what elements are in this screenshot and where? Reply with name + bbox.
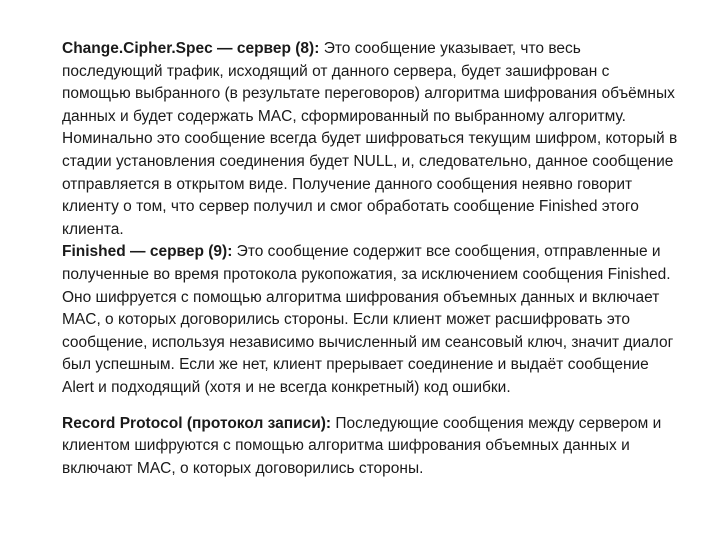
text-record-protocol: Последующие сообщения между сервером и клиентом шифруются с помощью алгоритма шифрования объемных данных и включают MAC, о которых договорились стороны. — [62, 414, 662, 477]
text-change-cipher-spec: Это сообщение указывает, что весь последующий трафик, исходящий от данного сервера, будет зашифрован с помощью выбранного (в результате переговоров) алгоритма шифрования объёмных данных и будет содержать MAC, сформированный по выбранному алгоритму. Номинально это сообщение всегда будет шифроваться текущим шифром, который в стадии установления соединения будет NULL, и, следовательно, данное сообщение отправляется в открытом виде. Получение данного сообщения неявно говорит клиенту о том, что сервер получил и смог обработать сообщение Finished этого клиента. — [62, 40, 678, 238]
paragraph-finished — [62, 241, 680, 399]
term-finished: Finished — сервер (9): — [62, 243, 233, 261]
paragraph-change-cipher-spec — [62, 38, 680, 241]
text-finished: Это сообщение содержит все сообщения, отправленные и полученные во время протокола рукопожатия, за исключением сообщения Finished. Оно шифруется с помощью алгоритма шифрования объемных данных и включает MAC, о которых договорились стороны. Если клиент может расшифровать это сообщение, используя независимо вычисленный им сеансовый ключ, значит диалог был успешным. Если же нет, клиент прерывает соединение и выдаёт сообщение Alert и подходящий (хотя и не всегда конкретный) код ошибки. — [62, 243, 674, 396]
paragraph-record-protocol — [62, 413, 680, 481]
term-change-cipher-spec: Change.Cipher.Spec — сервер (8): — [62, 40, 320, 57]
slide-body — [62, 38, 680, 480]
term-record-protocol: Record Protocol (протокол записи): — [62, 414, 332, 432]
